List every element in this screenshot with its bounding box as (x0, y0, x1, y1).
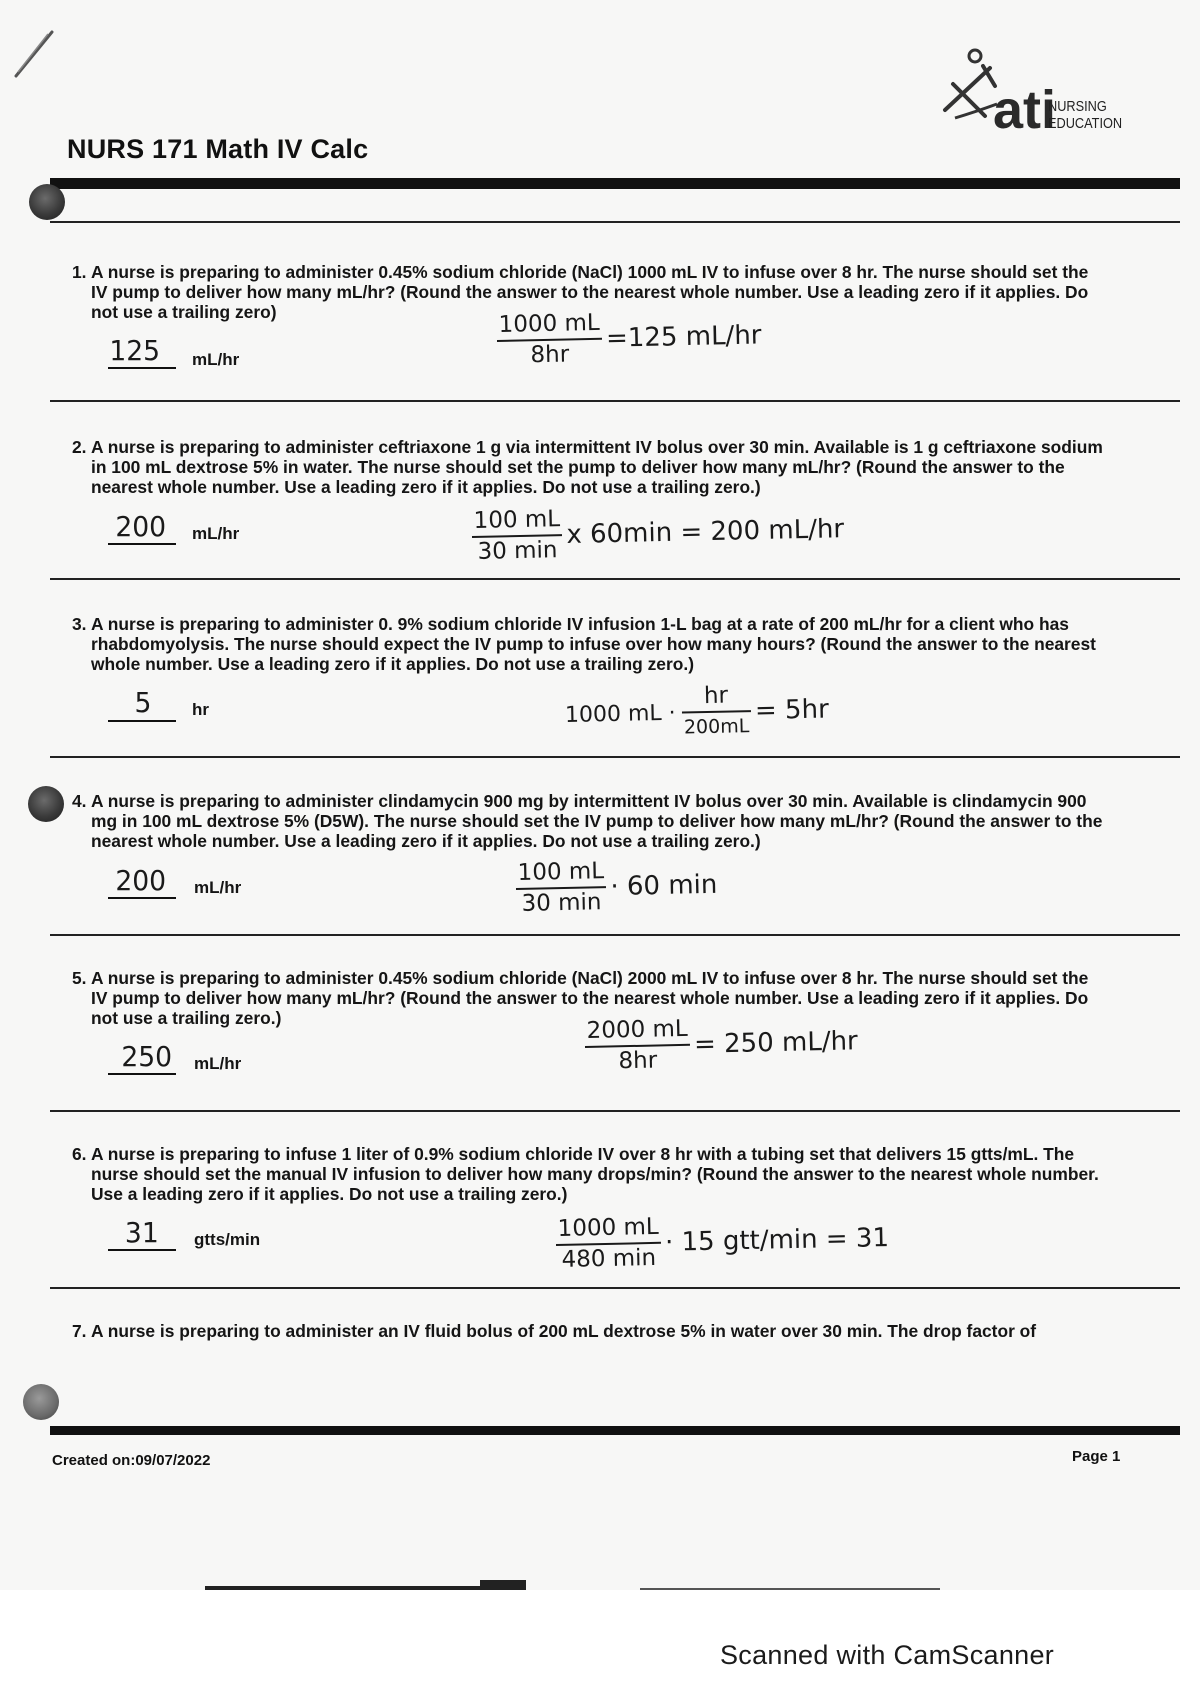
answer-line (108, 897, 176, 899)
question-7 (72, 1321, 1107, 1341)
question-number: 7. (72, 1321, 87, 1341)
question-text: A nurse is preparing to infuse 1 liter of 0.9% sodium chloride IV over 8 hr with a tubing set that delivers 15 gtts/mL. The nurse should set the manual IV infusion to deliver how many drops/min? (Round the answer to the nearest whole number. Use a leading zero if it applies. Do not use a trailing zero.) (91, 1144, 1099, 1204)
divider (50, 1110, 1180, 1112)
unit-label: gtts/min (194, 1230, 261, 1249)
answer-5: 250 (121, 1040, 173, 1073)
work-numerator: hr (703, 682, 729, 710)
answer-6: 31 (124, 1216, 159, 1249)
scanner-watermark: Scanned with CamScanner (720, 1640, 1055, 1670)
question-number: 1. (72, 262, 87, 282)
work-numerator: 100 mL (517, 858, 605, 886)
header-bar (50, 178, 1180, 189)
work-denominator: 8hr (618, 1047, 658, 1075)
work-denominator: 480 min (561, 1244, 657, 1273)
work-result: · 15 gtt/min = 31 (664, 1223, 890, 1258)
worksheet-title: NURS 171 Math IV Calc (67, 134, 369, 164)
handwritten-work (515, 856, 718, 918)
work-denominator: 30 min (477, 537, 558, 565)
question-number: 2. (72, 437, 87, 457)
page-number: Page 1 (1072, 1448, 1121, 1465)
question-text: A nurse is preparing to administer 0. 9% sodium chloride IV infusion 1-L bag at a rate of 200 mL/hr for a client who has rhabdomyolysis. The nurse should expect the IV pump to infuse over how many hours? (Round the answer to the nearest whole number. Use a leading zero if it applies. Do not use a trailing zero.) (91, 614, 1096, 674)
work-numerator: 1000 mL (498, 309, 600, 338)
unit-label: mL/hr (192, 350, 240, 369)
question-number: 4. (72, 791, 87, 811)
logo-subtitle (1048, 98, 1125, 132)
question-text: A nurse is preparing to administer an IV fluid bolus of 200 mL dextrose 5% in water over 30 min. The drop factor of (91, 1321, 1037, 1341)
work-result: x 60min = 200 mL/hr (566, 514, 845, 551)
question-number: 3. (72, 614, 87, 634)
answer-line (108, 367, 176, 369)
divider (50, 1287, 1180, 1289)
answer-line (108, 720, 176, 722)
work-numerator: 1000 mL (557, 1213, 659, 1242)
punch-hole (29, 184, 65, 220)
answer-3: 5 (134, 686, 152, 719)
answer-2: 200 (115, 510, 167, 543)
answer-line (108, 1073, 176, 1075)
handwritten-work (555, 1209, 889, 1274)
question-6 (72, 1144, 1107, 1204)
question-text: A nurse is preparing to administer ceftriaxone 1 g via intermittent IV bolus over 30 min. Available is 1 g ceftriaxone sodium in 100 mL dextrose 5% in water. The nurse should set the pump to deliver how many mL/hr? (Round the answer to the nearest whole number. Use a leading zero if it applies. Do not use a trailing zero.) (91, 437, 1103, 497)
divider (50, 578, 1180, 580)
logo-line-2: EDUCATION (1048, 115, 1123, 132)
unit-label: mL/hr (194, 878, 242, 897)
question-3 (72, 614, 1107, 674)
divider (50, 400, 1180, 402)
divider (50, 756, 1180, 758)
question-2 (72, 437, 1107, 497)
divider (50, 221, 1180, 223)
work-result: · 60 min (610, 869, 718, 903)
work-lead: 1000 mL · (564, 700, 676, 728)
handwritten-work (471, 500, 844, 566)
answer-line (108, 1249, 176, 1251)
question-text: A nurse is preparing to administer 0.45% sodium chloride (NaCl) 2000 mL IV to infuse over 8 hr. The nurse should set the IV pump to deliver how many mL/hr? (Round the answer to the nearest whole number. Use a leading zero if it applies. Do not use a trailing zero.) (91, 968, 1089, 1028)
punch-hole (23, 1384, 59, 1420)
work-numerator: 100 mL (473, 506, 561, 534)
question-text: A nurse is preparing to administer clindamycin 900 mg by intermittent IV bolus over 30 min. Available is clindamycin 900 mg in 100 mL dextrose 5% (D5W). The nurse should set the IV pump to deliver how many mL/hr? (Round the answer to the nearest whole number. Use a leading zero if it applies. Do not use a trailing zero.) (91, 791, 1103, 851)
pencil-stroke-mark (8, 28, 58, 82)
unit-label: mL/hr (192, 524, 240, 543)
question-text: A nurse is preparing to administer 0.45% sodium chloride (NaCl) 1000 mL IV to infuse over 8 hr. The nurse should set the IV pump to deliver how many mL/hr? (Round the answer to the nearest whole number. Use a leading zero if it applies. Do not use a trailing zero) (91, 262, 1089, 322)
logo-line-1: NURSING (1048, 98, 1107, 115)
unit-label: hr (192, 700, 209, 719)
divider (50, 934, 1180, 936)
work-result: = 5hr (754, 694, 830, 727)
footer-bar (50, 1426, 1180, 1435)
punch-hole (28, 786, 64, 822)
work-numerator: 2000 mL (586, 1015, 688, 1044)
work-denominator: 200mL (683, 715, 750, 739)
answer-1: 125 (109, 334, 161, 367)
answer-4: 200 (115, 864, 167, 897)
question-4 (72, 791, 1107, 851)
work-result: =125 mL/hr (605, 320, 762, 354)
work-denominator: 8hr (530, 341, 570, 369)
handwritten-work (584, 1012, 858, 1076)
answer-line (108, 543, 176, 545)
handwritten-work (564, 680, 829, 744)
question-number: 6. (72, 1144, 87, 1164)
unit-label: mL/hr (194, 1054, 242, 1073)
created-date: Created on:09/07/2022 (52, 1452, 211, 1469)
handwritten-work (496, 306, 762, 370)
svg-text:ati: ati (993, 80, 1057, 140)
work-result: = 250 mL/hr (693, 1026, 859, 1060)
work-denominator: 30 min (521, 889, 602, 917)
question-number: 5. (72, 968, 87, 988)
